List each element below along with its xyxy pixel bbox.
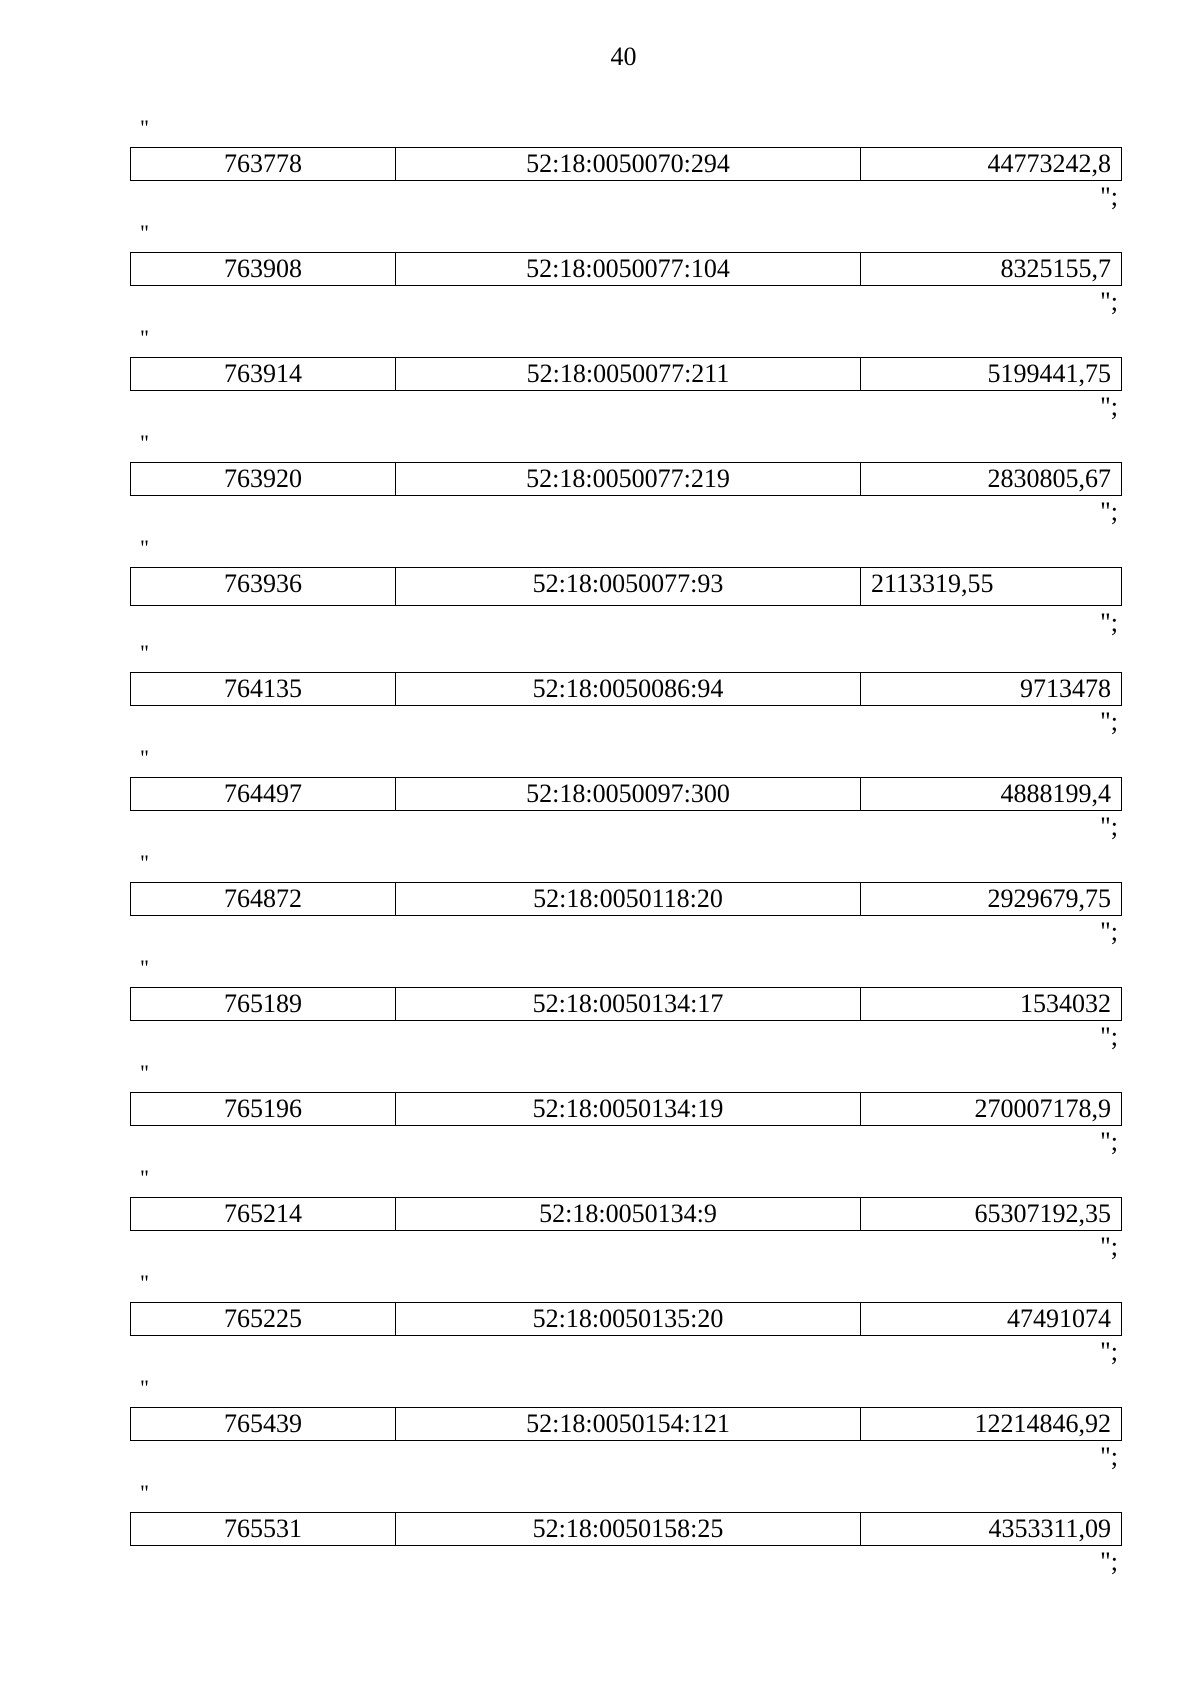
open-quote: " <box>140 1165 149 1190</box>
open-quote: " <box>140 1270 149 1295</box>
open-quote: " <box>140 1375 149 1400</box>
cadastral-number: 52:18:0050077:93 <box>396 568 861 605</box>
object-id: 765439 <box>131 1408 396 1440</box>
entry <box>130 117 1130 222</box>
table-row <box>130 357 1122 391</box>
open-quote: " <box>140 1060 149 1085</box>
close-quote: "; <box>1100 1337 1118 1366</box>
close-quote: "; <box>1100 1442 1118 1471</box>
table-row <box>130 672 1122 706</box>
close-quote: "; <box>1100 1232 1118 1261</box>
close-quote: "; <box>1100 917 1118 946</box>
table-row <box>130 567 1122 606</box>
close-quote: "; <box>1100 497 1118 526</box>
open-quote: " <box>140 640 149 665</box>
cadastral-value: 4888199,4 <box>1000 779 1111 808</box>
cadastral-number: 52:18:0050134:17 <box>396 988 861 1020</box>
object-id: 765196 <box>131 1093 396 1125</box>
entry <box>130 642 1130 747</box>
cadastral-value: 1534032 <box>1020 989 1111 1018</box>
cadastral-value: 9713478 <box>1020 674 1111 703</box>
close-quote: "; <box>1100 1127 1118 1156</box>
table-row <box>130 882 1122 916</box>
entry <box>130 432 1130 537</box>
close-quote: "; <box>1100 1022 1118 1051</box>
object-id: 763936 <box>131 568 396 605</box>
entry <box>130 747 1130 852</box>
entry <box>130 222 1130 327</box>
page-number: 40 <box>610 42 637 71</box>
table-row <box>130 462 1122 496</box>
open-quote: " <box>140 955 149 980</box>
entry <box>130 327 1130 432</box>
cadastral-value: 12214846,92 <box>974 1409 1111 1438</box>
table-row <box>130 252 1122 286</box>
cadastral-value: 270007178,9 <box>974 1094 1111 1123</box>
open-quote: " <box>140 325 149 350</box>
entry <box>130 1377 1130 1482</box>
cadastral-number: 52:18:0050097:300 <box>396 778 861 810</box>
cadastral-number: 52:18:0050154:121 <box>396 1408 861 1440</box>
cadastral-value: 4353311,09 <box>988 1514 1111 1543</box>
entry <box>130 957 1130 1062</box>
open-quote: " <box>140 220 149 245</box>
cadastral-number: 52:18:0050077:104 <box>396 253 861 285</box>
cadastral-number: 52:18:0050077:211 <box>396 358 861 390</box>
entry <box>130 1062 1130 1167</box>
cadastral-number: 52:18:0050077:219 <box>396 463 861 495</box>
entries-list <box>130 117 1130 1587</box>
cadastral-value: 65307192,35 <box>974 1199 1111 1228</box>
object-id: 764497 <box>131 778 396 810</box>
cadastral-number: 52:18:0050118:20 <box>396 883 861 915</box>
cadastral-number: 52:18:0050134:9 <box>396 1198 861 1230</box>
cadastral-number: 52:18:0050135:20 <box>396 1303 861 1335</box>
object-id: 765189 <box>131 988 396 1020</box>
entry <box>130 1272 1130 1377</box>
open-quote: " <box>140 850 149 875</box>
cadastral-number: 52:18:0050158:25 <box>396 1513 861 1545</box>
close-quote: "; <box>1100 812 1118 841</box>
object-id: 765214 <box>131 1198 396 1230</box>
table-row <box>130 1197 1122 1231</box>
entry <box>130 852 1130 957</box>
object-id: 765225 <box>131 1303 396 1335</box>
open-quote: " <box>140 745 149 770</box>
close-quote: "; <box>1100 1547 1118 1576</box>
close-quote: "; <box>1100 707 1118 736</box>
object-id: 763920 <box>131 463 396 495</box>
table-row <box>130 987 1122 1021</box>
cadastral-value: 8325155,7 <box>1000 254 1111 283</box>
close-quote: "; <box>1100 287 1118 316</box>
open-quote: " <box>140 430 149 455</box>
object-id: 763908 <box>131 253 396 285</box>
cadastral-value: 44773242,8 <box>987 149 1111 178</box>
open-quote: " <box>140 1480 149 1505</box>
open-quote: " <box>140 535 149 560</box>
object-id: 763778 <box>131 148 396 180</box>
object-id: 764135 <box>131 673 396 705</box>
object-id: 763914 <box>131 358 396 390</box>
object-id: 765531 <box>131 1513 396 1545</box>
table-row <box>130 1092 1122 1126</box>
table-row <box>130 147 1122 181</box>
cadastral-number: 52:18:0050134:19 <box>396 1093 861 1125</box>
entry <box>130 1482 1130 1587</box>
close-quote: "; <box>1100 608 1118 637</box>
table-row <box>130 1407 1122 1441</box>
table-row <box>130 1512 1122 1546</box>
open-quote: " <box>140 115 149 140</box>
table-row <box>130 777 1122 811</box>
table-row <box>130 1302 1122 1336</box>
entry <box>130 1167 1130 1272</box>
cadastral-value: 2929679,75 <box>987 884 1111 913</box>
cadastral-value: 47491074 <box>1007 1304 1111 1333</box>
cadastral-value: 2113319,55 <box>871 569 994 598</box>
close-quote: "; <box>1100 392 1118 421</box>
cadastral-number: 52:18:0050086:94 <box>396 673 861 705</box>
cadastral-value: 2830805,67 <box>987 464 1111 493</box>
close-quote: "; <box>1100 182 1118 211</box>
cadastral-number: 52:18:0050070:294 <box>396 148 861 180</box>
cadastral-value: 5199441,75 <box>987 359 1111 388</box>
object-id: 764872 <box>131 883 396 915</box>
entry <box>130 537 1130 642</box>
